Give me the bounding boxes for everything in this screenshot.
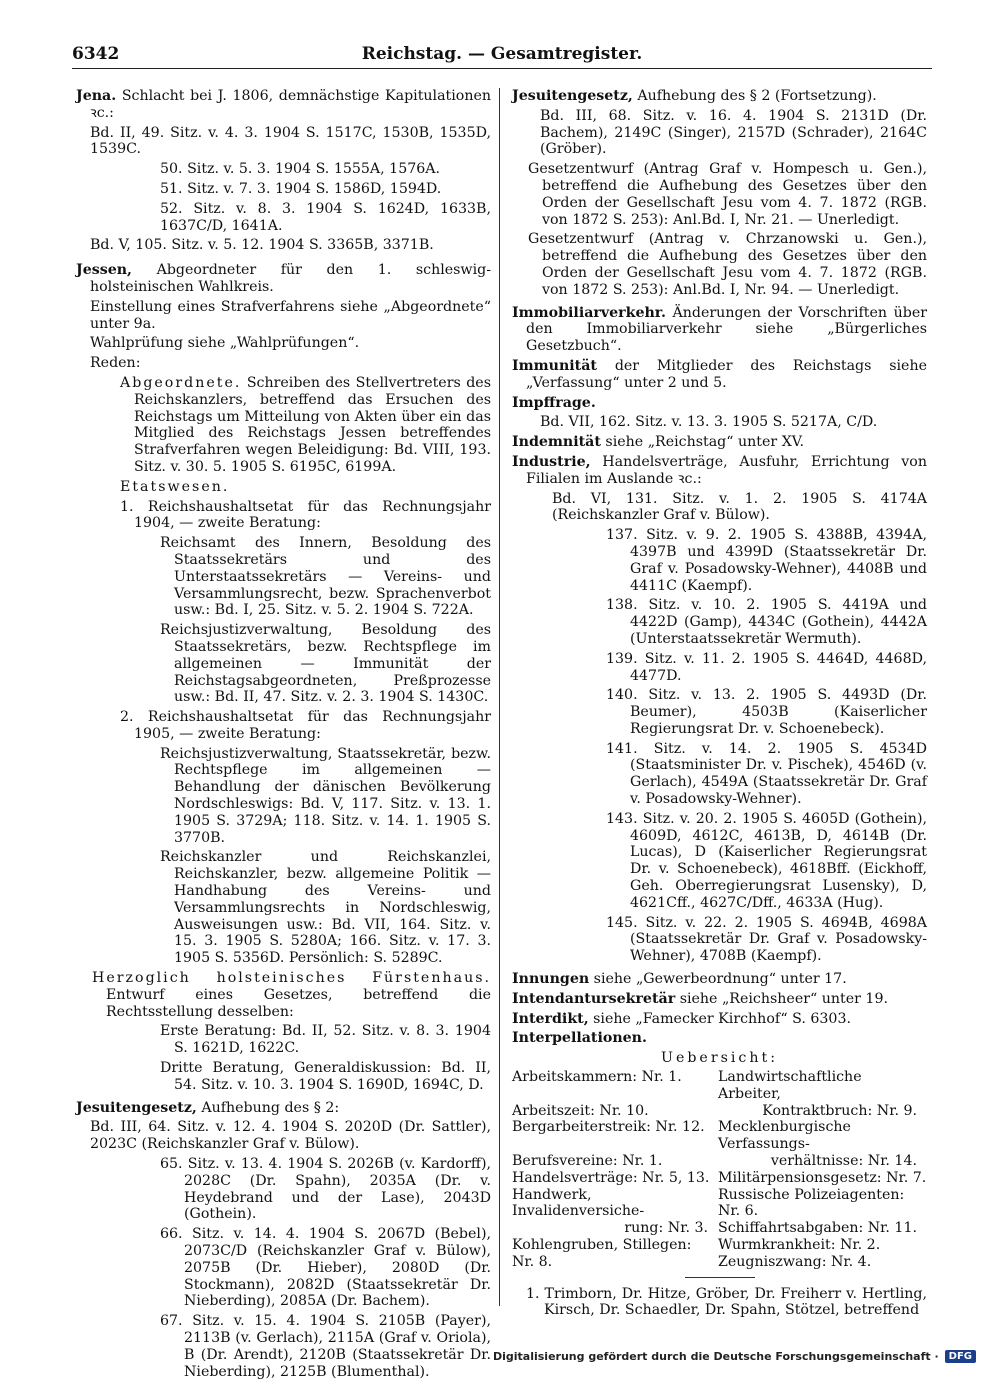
overview-heading: Uebersicht: [661,1050,778,1067]
citation-line: Bd. V, 105. Sitz. v. 5. 12. 1904 S. 3365B, 3371B. [90,237,434,254]
page-number: 6342 [72,44,120,64]
overview-item: Schiffahrtsabgaben: Nr. 11. [718,1220,917,1237]
entry-text: Abgeordneter für den 1. schleswig-holsteinischen Wahlkreis. [90,262,491,295]
overview-item: Mecklenburgische Verfassungs- [718,1119,851,1153]
citation-line: 140. Sitz. v. 13. 2. 1905 S. 4493D (Dr. Beumer), 4503B (Kaiserlicher Regierungsrat Dr. v. Schoenebeck). [606,687,927,737]
citation-line: Bd. VI, 131. Sitz. v. 1. 2. 1905 S. 4174A (Reichskanzler Graf v. Bülow). [552,490,927,524]
section-rule [685,1277,755,1278]
citation-line: 65. Sitz. v. 13. 4. 1904 S. 2026B (v. Kardorff), 2028C (Dr. Spahn), 2035A (Dr. v. Heydebrand und der Lase), 2043D (Gothein). [160,1156,491,1223]
entry-head: Indemnität [512,434,601,451]
citation-line: Bd. II, 49. Sitz. v. 4. 3. 1904 S. 1517C, 1530B, 1535D, 1539C. [90,124,491,158]
citation-line: 67. Sitz. v. 15. 4. 1904 S. 2105B (Payer), 2113B (v. Gerlach), 2115A (Graf v. Oriola), B (Dr. Arendt), 2120B (Staatssekretär Dr. Nieberding), 2125B (Blumenthal). [160,1313,491,1380]
overview-item: Kohlengruben, Stillegen: [512,1237,692,1253]
entry-text: Aufhebung des § 2: [196,1099,340,1116]
citation-line: 141. Sitz. v. 14. 2. 1905 S. 4534D (Staatsminister Dr. v. Pischek), 4546D (v. Gerlach), 4549A (Staatssekretär Dr. Graf v. Posadowsky-Wehner). [606,740,927,808]
entry-jesuitengesetz [76,1100,491,1117]
citation-line: 137. Sitz. v. 9. 2. 1905 S. 4388B, 4394A, 4397B und 4399D (Staatssekretär Dr. Graf v. Posadowsky-Wehner), 4408B und 4411C (Kaempf). [606,527,927,594]
overview-table [512,1069,927,1271]
overview-item: Arbeitskammern: Nr. 1. [512,1069,682,1086]
citation-line: 139. Sitz. v. 11. 2. 1905 S. 4464D, 4468D, 4477D. [606,650,927,684]
etat-detail: Reichsjustizverwaltung, Besoldung des Staatssekretärs, bezw. Rechtspflege im allgemeinen — Immunität der Reichstagsabgeordneten, Preßprozesse usw.: Bd. II, 47. Sitz. v. 2. 3. 1904 S. 1430C. [160,622,491,706]
entry-text: siehe „Gewerbeordnung“ unter 17. [589,971,847,988]
entry-head: Immunität [512,357,597,374]
entry-innungen [512,971,927,988]
citation-line: 143. Sitz. v. 20. 2. 1905 S. 4605D (Gothein), 4609D, 4612C, 4613B, D, 4614B (Dr. Lucas), D (Kaiserlicher Regierungsrat Dr. v. Schoenebeck), 4618Bff. (Eickhoff, Geh. Oberregierungsrat Lusensky), D, 4621Cff., 4627C/Dff., 4633A (Hug). [606,810,927,911]
entry-immobiliarverkehr [512,305,927,355]
overview-item: verhältnisse: Nr. 14. [770,1153,917,1170]
right-column [512,88,927,1322]
entry-head: Interpellationen. [512,1030,647,1047]
page-header [72,44,932,69]
entry-jena [76,88,491,122]
etat-detail: Reichsjustizverwaltung, Staatssekretär, bezw. Rechtspflege im allgemeinen — Behandlung der dänischen Bevölkerung Nordschleswigs: Bd. V, 117. Sitz. v. 13. 1. 1905 S. 3729A; 118. Sitz. v. 14. 1. 1905 S. 3770B. [160,745,491,846]
entry-intendantursekretaer [512,991,927,1008]
citation-line: Bd. III, 68. Sitz. v. 16. 4. 1904 S. 2131D (Dr. Bachem), 2149C (Singer), 2157D (Schrader), 2164C (Gröber). [540,107,927,158]
footer-text: Digitalisierung gefördert durch die Deutsche Forschungsgemeinschaft · [492,1350,939,1363]
citation-line: Dritte Beratung, Generaldiskussion: Bd. II, 54. Sitz. v. 10. 3. 1904 S. 1690D, 1694C, D. [160,1060,491,1093]
entry-text: siehe „Reichstag“ unter XV. [600,434,805,451]
subentry-line: Reden: [90,355,141,372]
entry-text: Aufhebung des § 2 (Fortsetzung). [632,88,877,104]
entry-head: Immobiliarverkehr. [512,304,666,321]
gesetzentwurf: Gesetzentwurf (Antrag Graf v. Hompesch u. Gen.), betreffend die Aufhebung des Gesetzes über den Orden der Gesellschaft Jesu vom 4. 7. 1872 (RGB. von 1872 S. 253): Anl.Bd. I, Nr. 21. — Unerledigt. [528,161,927,228]
etat-detail: Reichskanzler und Reichskanzlei, Reichskanzler, bezw. allgemeine Politik — Handhabung des Vereins- und Versammlungsrechts in Nordschleswig, Ausweisungen usw.: Bd. VII, 164. Sitz. v. 15. 3. 1905 S. 5280A; 166. Sitz. v. 17. 3. 1905 S. 5356D. Persönlich: S. 5289C. [160,849,491,967]
etat-item-title: 1. Reichshaushaltsetat für das Rechnungsjahr 1904, — zweite Beratung: [120,498,491,532]
overview-item: Handelsverträge: Nr. 5, 13. [512,1169,710,1186]
subentry-herzoglich [76,970,491,1020]
citation-line: Erste Beratung: Bd. II, 52. Sitz. v. 8. 3. 1904 S. 1621D, 1622C. [160,1023,491,1057]
etat-item-title: 2. Reichshaushaltsetat für das Rechnungsjahr 1905, — zweite Beratung: [120,709,491,742]
overview-item: rung: Nr. 3. [624,1220,708,1237]
left-column [76,88,491,1383]
entry-interpellationen [512,1030,927,1047]
overview-item: Russische Polizeiagenten: Nr. 6. [718,1186,905,1220]
entry-head: Interdikt, [512,1010,589,1027]
overview-item: Berufsvereine: Nr. 1. [512,1153,663,1170]
subentry-line: Einstellung eines Strafverfahrens siehe „Abgeordnete“ unter 9a. [90,298,491,332]
overview-item: Handwerk, Invalidenversiche- [512,1186,645,1220]
entry-interdikt [512,1011,927,1028]
citation-line: Bd. III, 64. Sitz. v. 12. 4. 1904 S. 2020D (Dr. Sattler), 2023C (Reichskanzler Graf v. Bülow). [90,1119,491,1153]
gesetzentwurf: Gesetzentwurf (Antrag v. Chrzanowski u. Gen.), betreffend die Aufhebung des Gesetzes über den Orden der Gesellschaft Jesu vom 4. 7. 1872 (RGB. von 1872 S. 253): Anl.Bd. I, Nr. 94. — Unerledigt. [528,231,927,298]
entry-head: Jesuitengesetz, [76,1099,197,1116]
subentry-line: Wahlprüfung siehe „Wahlprüfungen“. [90,335,360,352]
overview-item: Landwirtschaftliche Arbeiter, [718,1069,862,1102]
entry-head: Jesuitengesetz, [512,88,633,104]
entry-head: Industrie, [512,453,591,470]
subentry-label: Etatswesen. [120,478,230,495]
entry-text: siehe „Reichsheer“ unter 19. [675,990,888,1007]
subentry-text: Schreiben des Stellvertreters des Reichskanzlers, betreffend das Ersuchen des Reichstags um Mitteilung von Akten über ein das Mitglied des Reichstags Jessen betreffendes Strafverfahren wegen Beleidigung: Bd. VIII, 193. Sitz. v. 30. 5. 1905 S. 6195C, 6199A. [134,374,491,475]
page-title: Reichstag. — Gesamtregister. [361,44,643,64]
entry-head: Innungen [512,971,590,988]
overview-item: Kontraktbruch: Nr. 9. [762,1102,917,1119]
entry-head: Jena. [76,88,117,104]
citation-line: 66. Sitz. v. 14. 4. 1904 S. 2067D (Bebel), 2073C/D (Reichskanzler Graf v. Bülow), 2075B (Dr. Hieber), 2080D (Dr. Stockmann), 2082D (Staatssekretär Dr. Nieberding), 2085A (Dr. Bachem). [160,1226,491,1310]
citation-line: Bd. VII, 162. Sitz. v. 13. 3. 1905 S. 5217A, C/D. [540,414,878,431]
entry-head: Impffrage. [512,394,596,411]
entry-head: Jessen, [76,262,132,279]
subentry-text: Entwurf eines Gesetzes, betreffend die Rechtsstellung desselben: [106,986,491,1020]
interpellation-item: 1. Trimborn, Dr. Hitze, Gröber, Dr. Freiherr v. Hertling, Kirsch, Dr. Schaedler, Dr. Spahn, Stötzel, betreffend [526,1285,927,1319]
citation-line: 51. Sitz. v. 7. 3. 1904 S. 1586D, 1594D. [160,180,442,197]
entry-text: Handelsverträge, Ausfuhr, Errichtung von Filialen im Auslande ꝛc.: [526,453,927,487]
footer-credit [493,1350,976,1363]
overview-item: Arbeitszeit: Nr. 10. [512,1102,649,1119]
subentry-label: Abgeordnete. [120,374,242,391]
citation-line: 50. Sitz. v. 5. 3. 1904 S. 1555A, 1576A. [160,161,441,178]
overview-item: Militärpensionsgesetz: Nr. 7. [718,1169,927,1186]
citation-line: 145. Sitz. v. 22. 2. 1905 S. 4694B, 4698A (Staatssekretär Dr. Graf v. Posadowsky-Wehner), 4708B (Kaempf). [606,914,927,965]
subentry-abgeordnete [76,375,491,476]
entry-jessen [76,262,491,296]
entry-industrie [512,454,927,488]
overview-item: Bergarbeiterstreik: Nr. 12. [512,1119,705,1136]
entry-head: Intendantursekretär [512,990,676,1007]
entry-immunitaet [512,358,927,392]
entry-text: der Mitglieder des Reichstags siehe „Verfassung“ unter 2 und 5. [526,357,927,391]
entry-jesuitengesetz-cont [512,88,927,105]
etat-detail: Reichsamt des Innern, Besoldung des Staatssekretärs und des Unterstaatssekretärs — Vereins- und Versammlungsrecht, bezw. Sprachenverbot usw.: Bd. I, 25. Sitz. v. 5. 2. 1904 S. 722A. [160,535,491,619]
column-divider [499,88,500,1306]
entry-impffrage [512,395,927,412]
dfg-logo: DFG [945,1350,976,1363]
citation-line: 52. Sitz. v. 8. 3. 1904 S. 1624D, 1633B, 1637C/D, 1641A. [160,200,491,234]
entry-text: siehe „Famecker Kirchhof“ S. 6303. [588,1010,851,1027]
entry-text: Änderungen der Vorschriften über den Immobiliarverkehr siehe „Bürgerliches Gesetzbuch“. [526,304,927,355]
entry-text: Schlacht bei J. 1806, demnächstige Kapitulationen ꝛc.: [90,88,491,121]
overview-item: Nr. 8. [512,1253,553,1270]
overview-item: Zeugniszwang: Nr. 4. [718,1253,872,1270]
citation-line: 138. Sitz. v. 10. 2. 1905 S. 4419A und 4422D (Gamp), 4434C (Gothein), 4442A (Unterstaatssekretär Wermuth). [606,597,927,647]
entry-indemnitaet [512,434,927,451]
overview-item: Wurmkrankheit: Nr. 2. [718,1237,881,1253]
subentry-label: Herzoglich holsteinisches Fürstenhaus. [92,970,491,987]
